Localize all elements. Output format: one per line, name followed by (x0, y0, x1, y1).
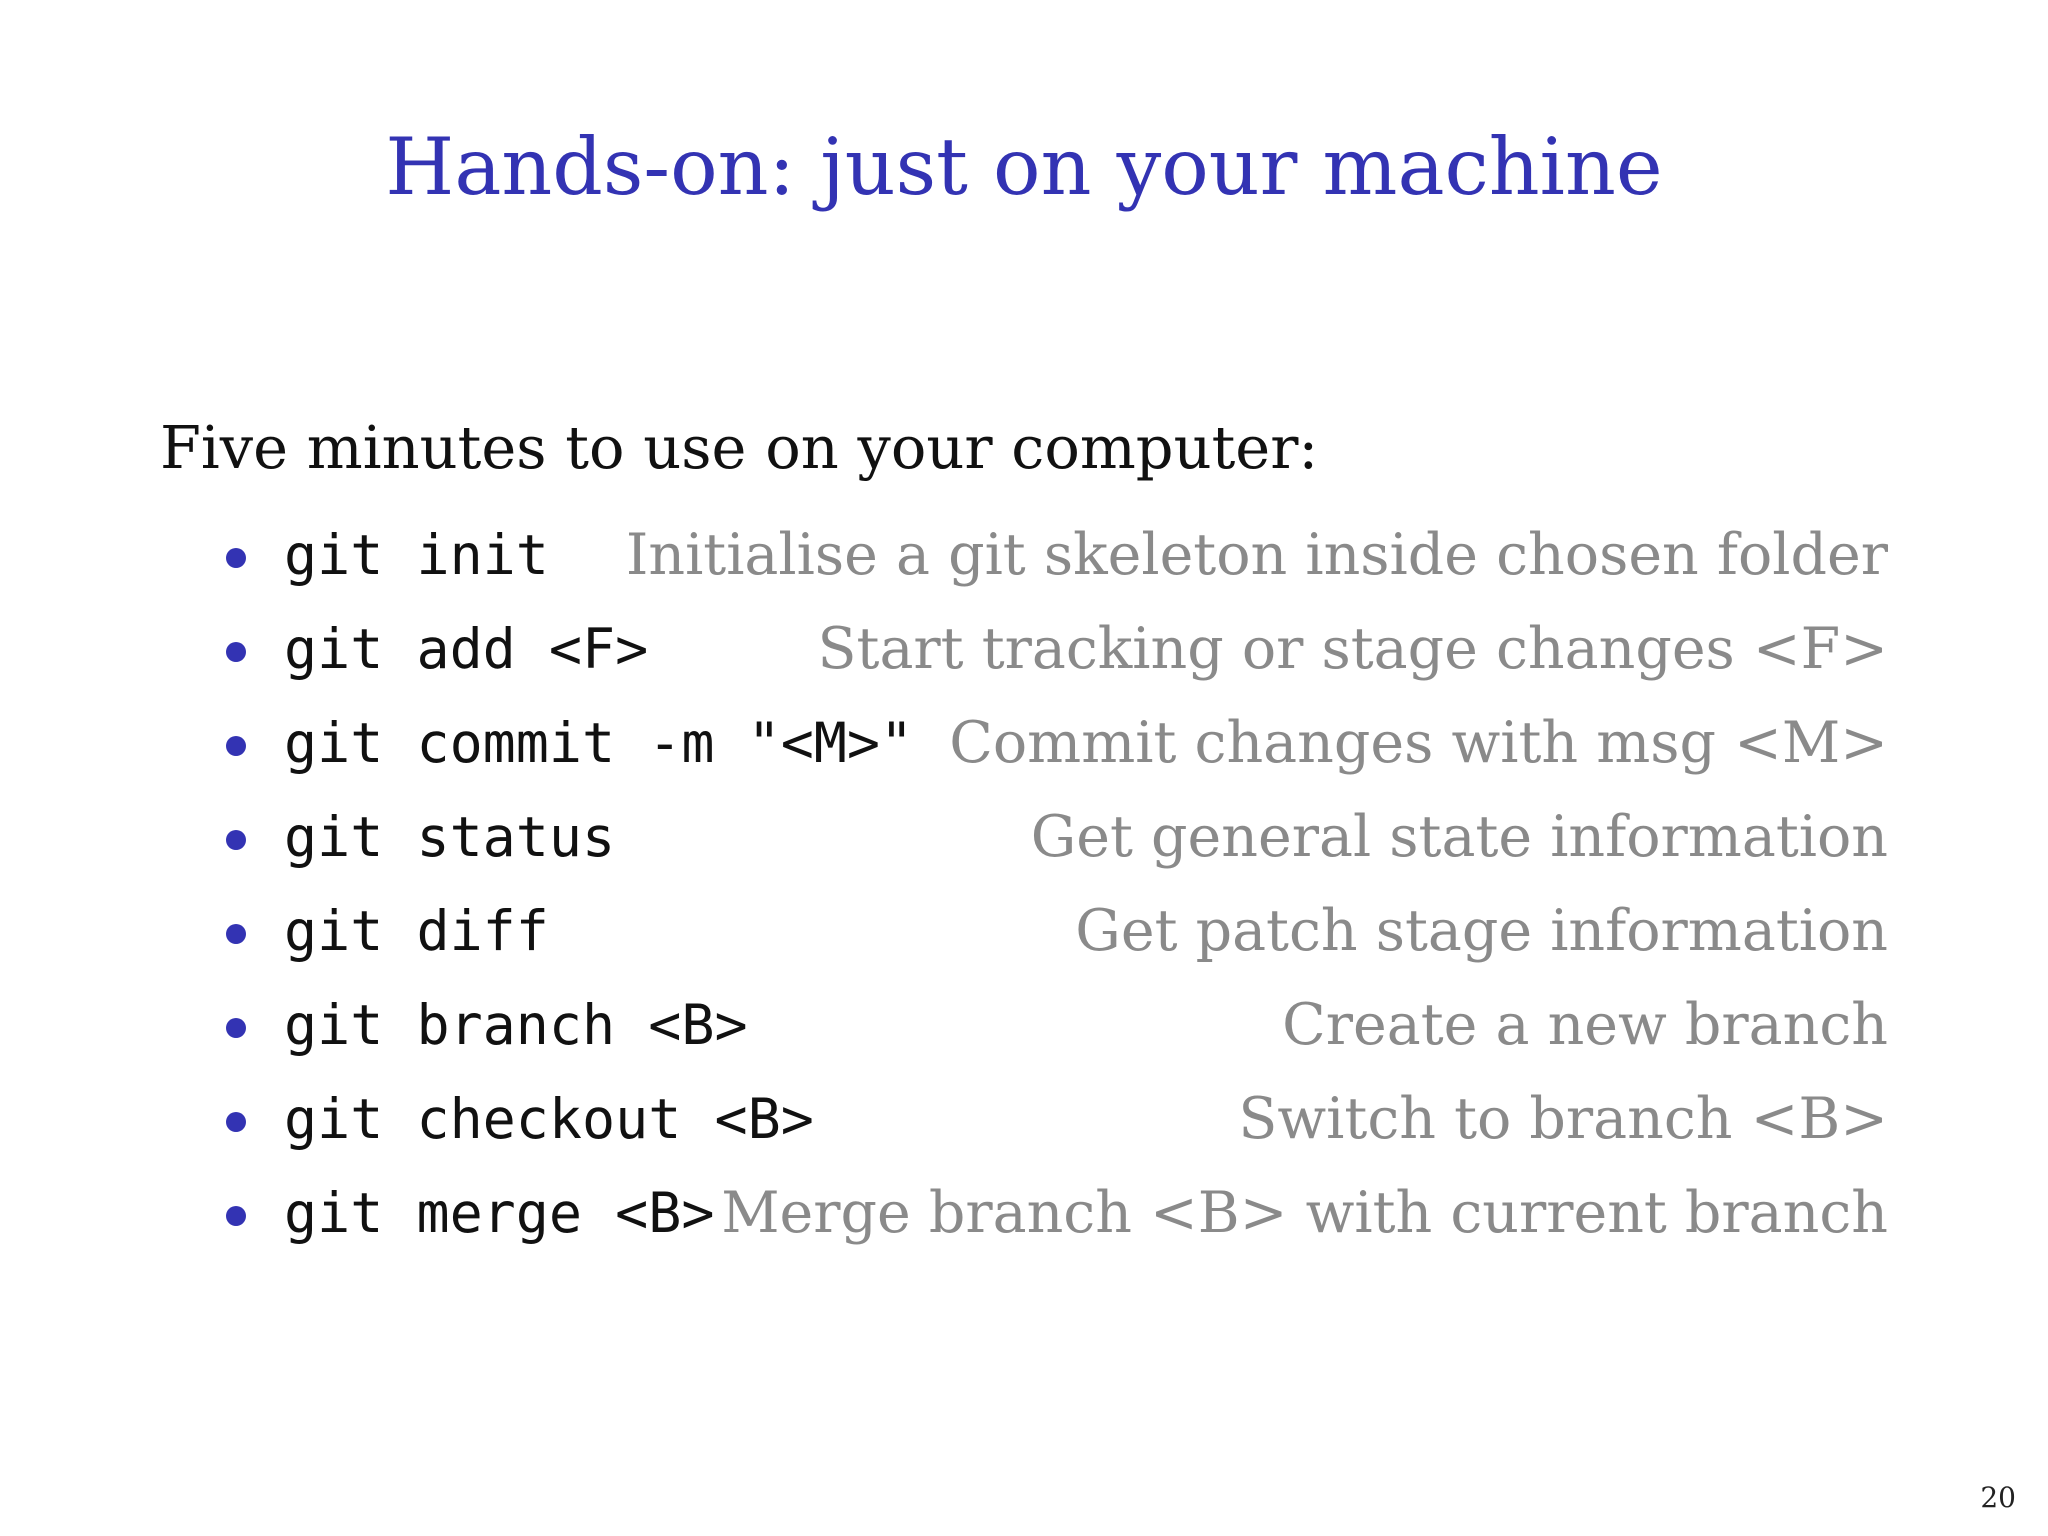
command-text: git commit -m "<M>" (284, 710, 914, 775)
bullet-icon (226, 548, 246, 568)
bullet-icon (226, 830, 246, 850)
bullet-icon (226, 1018, 246, 1038)
intro-text: Five minutes to use on your computer: (160, 413, 1319, 482)
command-text: git branch <B> (284, 992, 748, 1057)
list-item (220, 978, 1888, 1072)
bullet-icon (226, 1206, 246, 1226)
list-item (220, 508, 1888, 602)
command-text: git status (284, 804, 616, 869)
command-text: git diff (284, 898, 549, 963)
command-description: Create a new branch (1282, 991, 1888, 1058)
list-item (220, 1166, 1888, 1260)
list-item (220, 696, 1888, 790)
command-description: Initialise a git skeleton inside chosen folder (625, 521, 1888, 588)
list-item (220, 602, 1888, 696)
command-description: Switch to branch <B> (1238, 1085, 1888, 1152)
page-number: 20 (1980, 1481, 2016, 1514)
command-description: Get general state information (1030, 803, 1888, 870)
command-text: git checkout <B> (284, 1086, 814, 1151)
list-item (220, 884, 1888, 978)
bullet-icon (226, 1112, 246, 1132)
list-item (220, 790, 1888, 884)
command-text: git merge <B> (284, 1180, 715, 1245)
command-text: git init (284, 522, 549, 587)
list-item (220, 1072, 1888, 1166)
command-description: Commit changes with msg <M> (949, 709, 1888, 776)
command-description: Get patch stage information (1075, 897, 1888, 964)
command-description: Start tracking or stage changes <F> (817, 615, 1888, 682)
bullet-icon (226, 642, 246, 662)
bullet-icon (226, 736, 246, 756)
command-description: Merge branch <B> with current branch (721, 1179, 1888, 1246)
command-text: git add <F> (284, 616, 649, 681)
command-list (220, 508, 1888, 1260)
bullet-icon (226, 924, 246, 944)
slide-title: Hands-on: just on your machine (385, 121, 1663, 213)
